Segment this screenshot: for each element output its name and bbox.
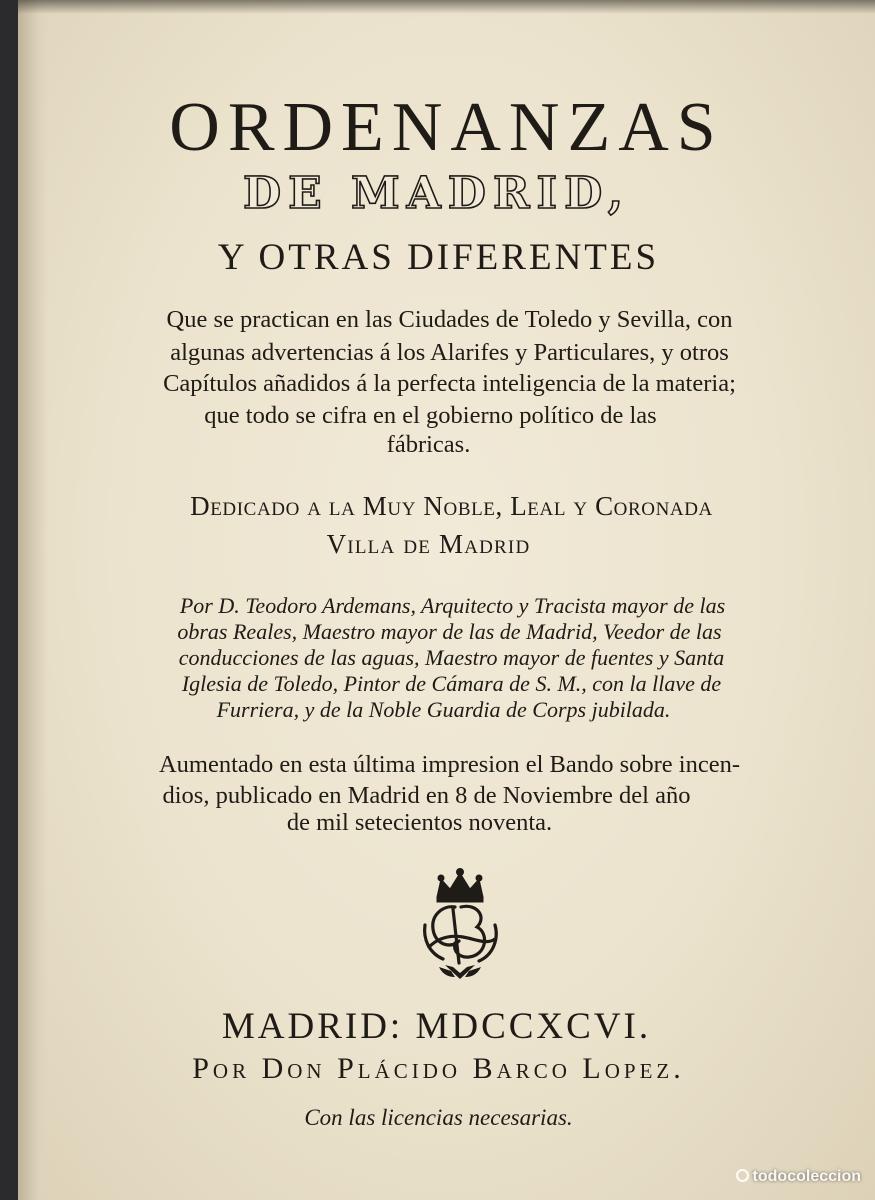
description-line: Que se practican en las Ciudades de Toledo y Sevilla, con (166, 306, 733, 333)
imprint-printer: Por Don Plácido Barco Lopez. (192, 1052, 685, 1085)
book-subtitle: DE MADRID, (242, 168, 631, 219)
watermark-icon (736, 1169, 749, 1182)
watermark-text: todocoleccion (752, 1168, 861, 1185)
addition-line: Aumentado en esta última impresion el Bando sobre incen- (158, 751, 741, 778)
imprint-license: Con las licencias necesarias. (304, 1105, 573, 1130)
watermark (736, 1168, 861, 1186)
page-top-shadow (18, 0, 875, 14)
imprint-place-date: MADRID: MDCCXCVI. (221, 1006, 652, 1047)
book-subtitle-2: Y OTRAS DIFERENTES (217, 237, 660, 278)
description-line: que todo se cifra en el gobierno político de las (204, 402, 657, 429)
author-line: Furriera, y de la Noble Guardia de Corps jubilada. (216, 697, 671, 722)
dedication-line: Villa de Madrid (326, 529, 531, 559)
addition-line: de mil setecientos noventa. (286, 809, 553, 836)
author-line: Iglesia de Toledo, Pintor de Cámara de S. M., con la llave de (181, 671, 722, 696)
addition-line: dios, publicado en Madrid en 8 de Noviembre del año (162, 782, 691, 809)
description-line: fábricas. (386, 431, 471, 458)
crowned-monogram-icon (415, 867, 505, 987)
book-title: ORDENANZAS (169, 89, 724, 166)
dedication-line: Dedicado a la Muy Noble, Leal y Coronada (190, 491, 713, 521)
title-page (18, 0, 875, 1200)
author-line: conducciones de las aguas, Maestro mayor de fuentes y Santa (178, 645, 725, 670)
author-line: Por D. Teodoro Ardemans, Arquitecto y Tracista mayor de las (179, 593, 726, 618)
author-line: obras Reales, Maestro mayor de las de Madrid, Veedor de las (177, 619, 722, 644)
description-line: algunas advertencias á los Alarifes y Particulares, y otros (170, 339, 729, 366)
description-line: Capítulos añadidos á la perfecta inteligencia de la materia; (163, 370, 736, 397)
